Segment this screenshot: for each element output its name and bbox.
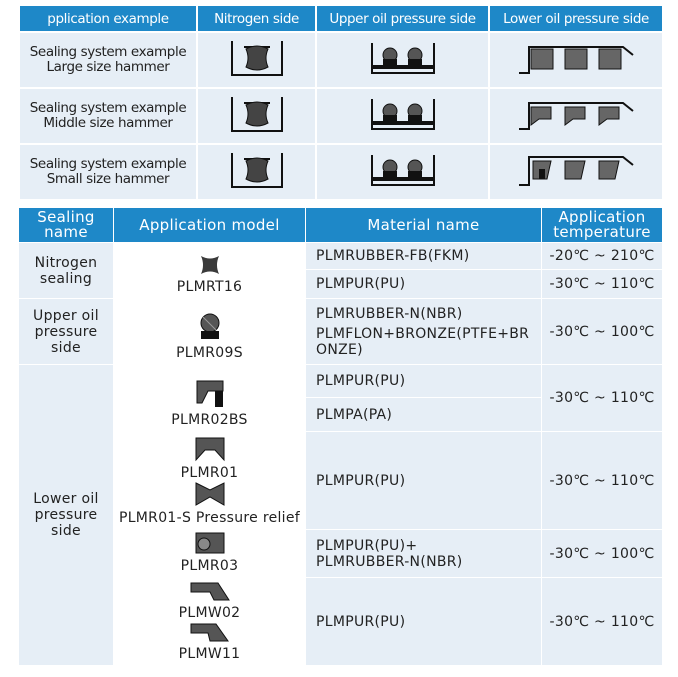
example-label-line1: Sealing system example <box>29 156 187 172</box>
temperature-cell: -30℃ ~ 100℃ <box>542 530 663 578</box>
header-sealing-name: Sealing name <box>19 208 114 243</box>
category-upper-oil-pressure-side: Upper oil pressure side <box>19 299 114 365</box>
temperature-cell: -30℃ ~ 110℃ <box>542 578 663 666</box>
u-cup-seal-icon <box>193 436 227 462</box>
model-plmr01-group <box>114 432 306 530</box>
category-lower-oil-pressure-side: Lower oil pressure side <box>19 365 114 666</box>
table-row <box>19 243 663 270</box>
table-row <box>19 530 663 578</box>
temperature-cell: -30℃ ~ 110℃ <box>542 365 663 432</box>
lower-side-diagram <box>489 32 663 88</box>
example-label-line2: Middle size hammer <box>43 115 173 131</box>
lower-seal-groove-icon <box>517 95 635 133</box>
nitrogen-seal-groove-icon <box>228 95 286 133</box>
material-cell: PLMRUBBER-N(NBR) PLMFLON+BRONZE(PTFE+BR ONZE) <box>306 299 542 365</box>
material-header-row <box>19 208 663 243</box>
example-label <box>19 144 197 200</box>
nitrogen-seal-groove-icon <box>228 39 286 77</box>
material-cell: PLMPUR(PU) <box>306 578 542 666</box>
buffer-seal-icon <box>194 379 226 409</box>
example-label <box>19 32 197 88</box>
material-cell: PLMPUR(PU) <box>306 270 542 299</box>
lower-side-diagram <box>489 88 663 144</box>
header-nitrogen-side: Nitrogen side <box>197 5 316 32</box>
example-label-line1: Sealing system example <box>29 100 187 116</box>
lower-seal-groove-icon <box>517 39 635 77</box>
table-row <box>19 88 663 144</box>
model-name: PLMRT16 <box>176 279 243 295</box>
example-label <box>19 88 197 144</box>
category-nitrogen-sealing: Nitrogen sealing <box>19 243 114 299</box>
temperature-cell: -20℃ ~ 210℃ <box>542 243 663 270</box>
material-cell: PLMPA(PA) <box>306 398 542 432</box>
material-cell: PLMRUBBER-FB(FKM) <box>306 243 542 270</box>
temperature-cell: -30℃ ~ 110℃ <box>542 270 663 299</box>
table-row <box>19 432 663 530</box>
model-plmr03 <box>114 530 306 578</box>
example-label-line2: Small size hammer <box>46 171 170 187</box>
model-name: PLMW02 <box>178 605 241 621</box>
material-cell: PLMPUR(PU)+ PLMRUBBER-N(NBR) <box>306 530 542 578</box>
header-lower-oil-pressure-side: Lower oil pressure side <box>489 5 663 32</box>
model-plmw-group <box>114 578 306 666</box>
header-application-example: pplication example <box>19 5 197 32</box>
temperature-cell: -30℃ ~ 110℃ <box>542 432 663 530</box>
header-application-model: Application model <box>114 208 306 243</box>
example-label-line1: Sealing system example <box>29 44 187 60</box>
model-name: PLMR09S <box>176 345 243 361</box>
sealing-material-table <box>18 207 663 666</box>
wiper-seal-icon <box>188 621 232 643</box>
material-cell: PLMPUR(PU) <box>306 365 542 398</box>
model-plmr09s <box>114 299 306 365</box>
model-name: PLMR01-S Pressure relief <box>118 510 301 526</box>
application-example-table <box>18 4 664 201</box>
u-cup-seal-pressure-relief-icon <box>193 481 227 507</box>
u-cup-with-o-ring-icon <box>193 531 227 555</box>
nitrogen-side-diagram <box>197 88 316 144</box>
temperature-cell: -30℃ ~ 100℃ <box>542 299 663 365</box>
table-row <box>19 365 663 398</box>
upper-side-diagram <box>316 32 489 88</box>
nitrogen-side-diagram <box>197 144 316 200</box>
upper-seal-groove-icon <box>368 151 438 189</box>
x-ring-seal-icon <box>198 254 222 276</box>
wiper-seal-icon <box>188 580 232 602</box>
model-plmrt16 <box>114 243 306 299</box>
model-name: PLMR01 <box>180 465 239 481</box>
nitrogen-seal-groove-icon <box>228 151 286 189</box>
model-name: PLMR03 <box>180 558 239 574</box>
table-row <box>19 578 663 666</box>
upper-side-diagram <box>316 144 489 200</box>
material-cell: PLMPUR(PU) <box>306 432 542 530</box>
table-row <box>19 32 663 88</box>
table-row <box>19 144 663 200</box>
upper-side-diagram <box>316 88 489 144</box>
model-name: PLMR02BS <box>171 412 248 428</box>
lower-seal-groove-icon <box>517 151 635 189</box>
model-plmr02bs <box>114 365 306 432</box>
application-example-header-row <box>19 5 663 32</box>
lower-side-diagram <box>489 144 663 200</box>
nitrogen-side-diagram <box>197 32 316 88</box>
table-row <box>19 299 663 365</box>
upper-seal-groove-icon <box>368 39 438 77</box>
header-application-temperature: Application temperature <box>542 208 663 243</box>
header-upper-oil-pressure-side: Upper oil pressure side <box>316 5 489 32</box>
o-ring-with-backup-icon <box>196 312 224 342</box>
header-material-name: Material name <box>306 208 542 243</box>
upper-seal-groove-icon <box>368 95 438 133</box>
example-label-line2: Large size hammer <box>46 59 170 75</box>
model-name: PLMW11 <box>178 646 241 662</box>
